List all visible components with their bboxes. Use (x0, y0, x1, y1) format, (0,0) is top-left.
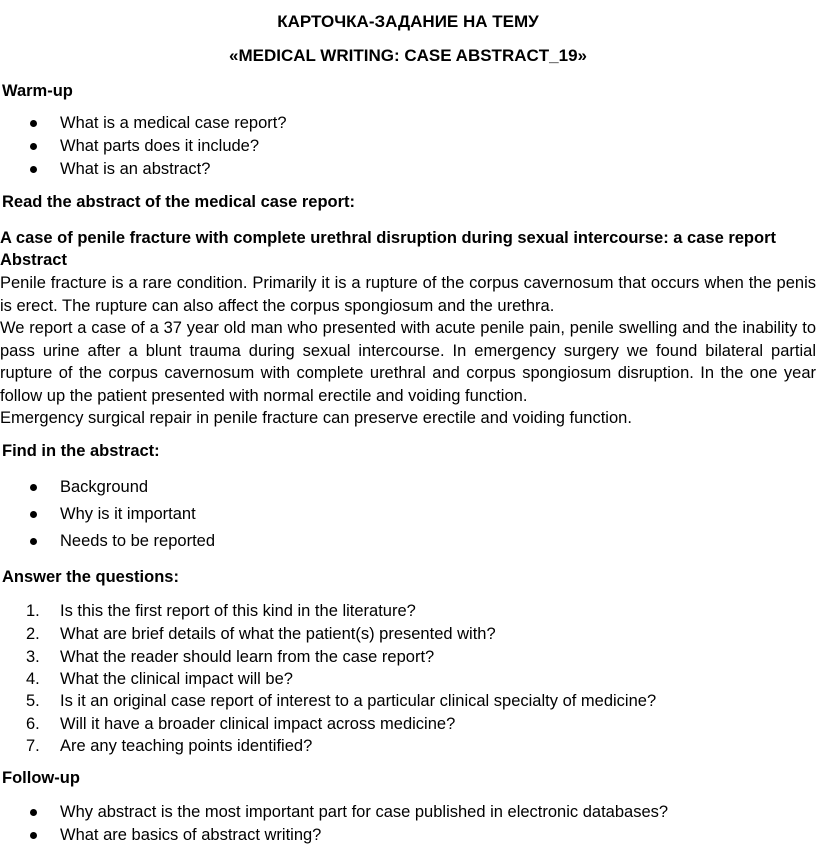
bullet-icon (30, 511, 37, 518)
list-item-text: Needs to be reported (60, 532, 216, 550)
bullet-icon (30, 538, 37, 545)
abstract-label: Abstract (0, 251, 67, 269)
bullet-icon (30, 166, 37, 173)
item-text: Is this the first report of this kind in the literature? (60, 602, 416, 620)
abstract-paragraph-2: We report a case of a 37 year old man who presented with acute penile pain, penile swelling and the inability to pass urine after a blunt trauma during sexual intercourse. In emergency surgery we found bilateral partial rupture of the corpus cavernosum with complete urethral and corpus spongiosum disruption. In the one year follow up the patient presented with normal erectile and voiding function. (0, 319, 816, 405)
list-item-text: What are basics of abstract writing? (60, 826, 322, 844)
find-heading: Find in the abstract: (2, 442, 160, 460)
item-text: What the reader should learn from the case report? (60, 648, 435, 666)
item-text: What are brief details of what the patient(s) presented with? (60, 625, 496, 643)
bullet-icon (30, 832, 37, 839)
item-number: 7. (26, 737, 40, 755)
list-item-text: What is a medical case report? (60, 114, 287, 132)
item-number: 6. (26, 715, 40, 733)
bullet-icon (30, 143, 37, 150)
list-item-text: Background (60, 478, 149, 496)
item-number: 5. (26, 692, 40, 710)
read-heading: Read the abstract of the medical case report: (2, 193, 356, 211)
bullet-icon (30, 120, 37, 127)
list-item-text: Why is it important (60, 505, 196, 523)
abstract-paragraph-3: Emergency surgical repair in penile fracture can preserve erectile and voiding function. (0, 409, 632, 427)
item-number: 2. (26, 625, 40, 643)
title-line-1: КАРТОЧКА-ЗАДАНИЕ НА ТЕМУ (277, 12, 539, 31)
item-text: Is it an original case report of interest to a particular clinical specialty of medicine? (60, 692, 657, 710)
abstract-paragraph-1: Penile fracture is a rare condition. Primarily it is a rupture of the corpus cavernosum that occurs when the penis is erect. The rupture can also affect the corpus spongiosum and the urethra. (0, 274, 816, 315)
list-item-text: Why abstract is the most important part for case published in electronic databases? (60, 803, 669, 821)
bullet-icon (30, 484, 37, 491)
item-number: 3. (26, 648, 40, 666)
item-text: What the clinical impact will be? (60, 670, 293, 688)
answer-heading: Answer the questions: (2, 568, 179, 586)
item-number: 4. (26, 670, 40, 688)
bullet-icon (30, 809, 37, 816)
article-title: A case of penile fracture with complete urethral disruption during sexual intercourse: a case report (0, 229, 776, 247)
title-line-2: «MEDICAL WRITING: CASE ABSTRACT_19» (229, 46, 587, 65)
item-text: Will it have a broader clinical impact across medicine? (60, 715, 456, 733)
list-item-text: What parts does it include? (60, 137, 260, 155)
item-text: Are any teaching points identified? (60, 737, 313, 755)
item-number: 1. (26, 602, 40, 620)
followup-heading: Follow-up (2, 769, 80, 787)
list-item-text: What is an abstract? (60, 160, 211, 178)
warmup-heading: Warm-up (2, 82, 73, 100)
